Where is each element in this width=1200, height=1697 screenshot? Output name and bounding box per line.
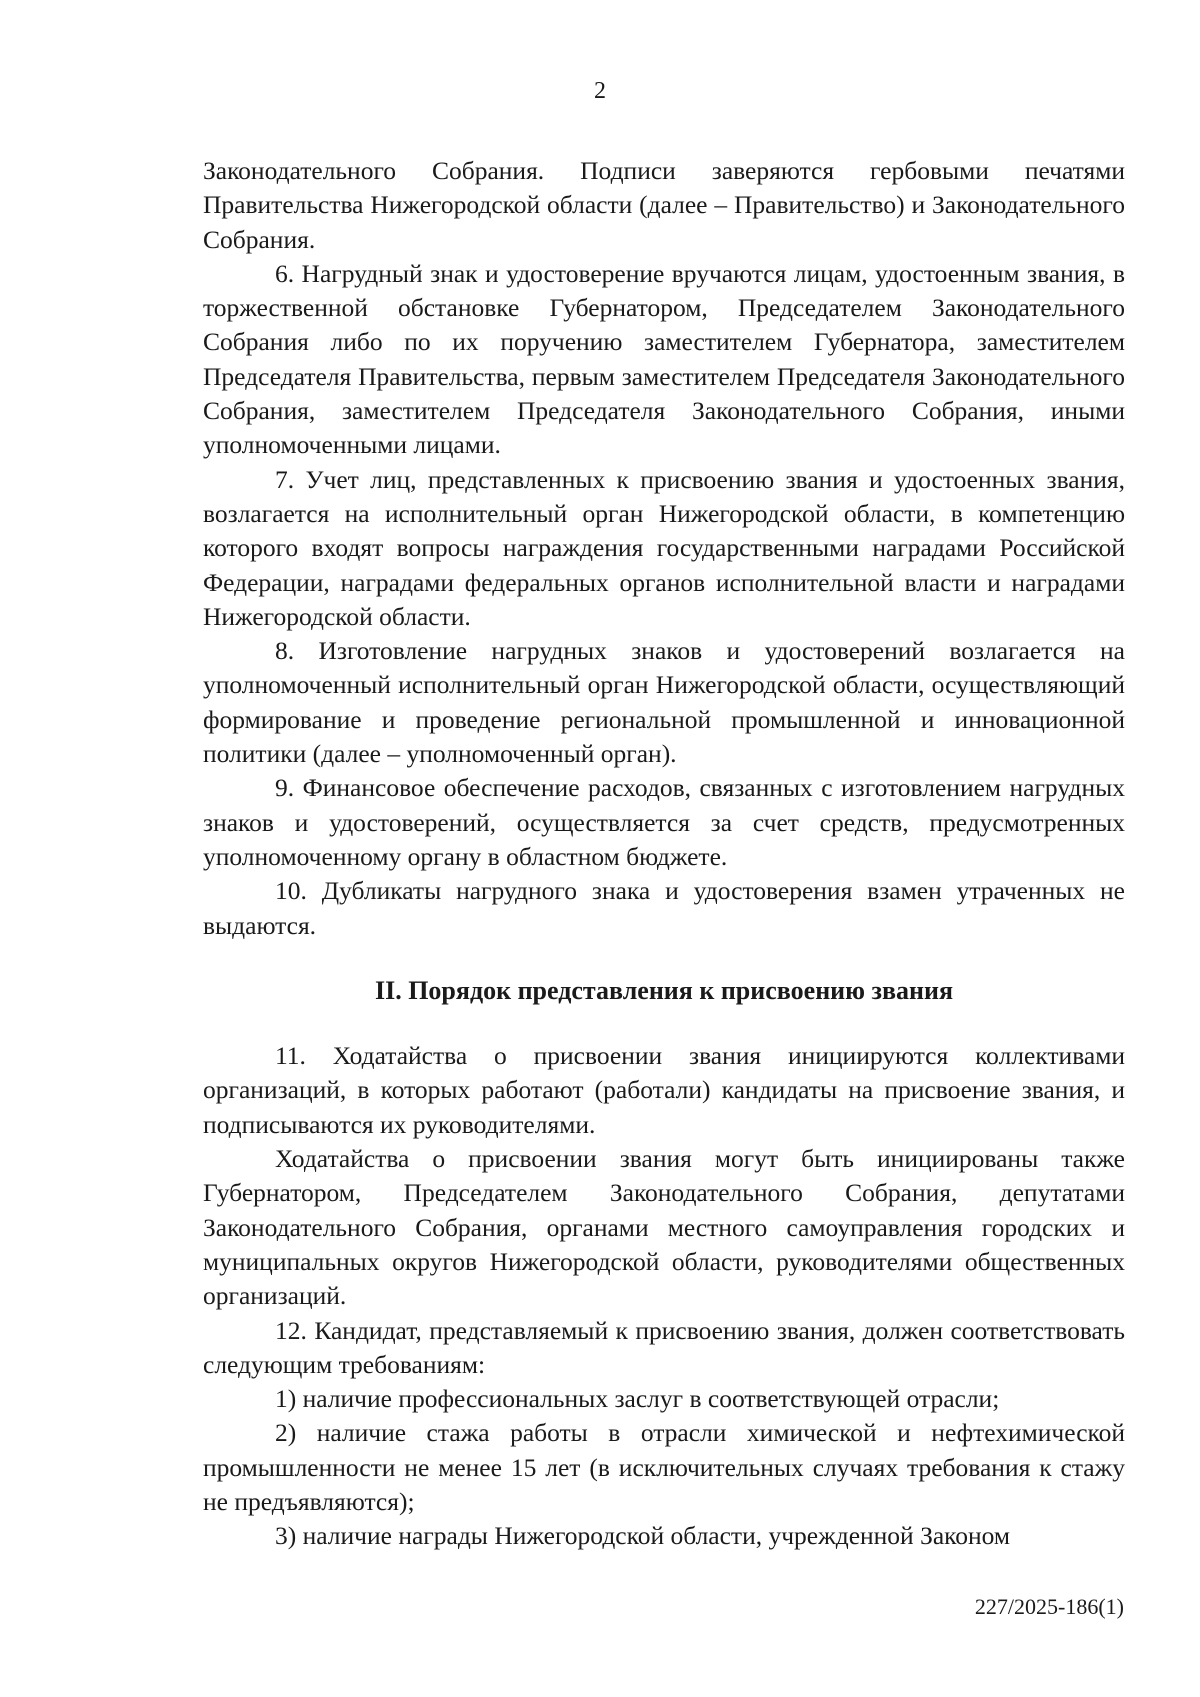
paragraph-9: 9. Финансовое обеспечение расходов, связанных с изготовлением нагрудных знаков и удостоверений, осуществляется за счет средств, предусмотренных уполномоченному органу в областном бюджете.	[203, 773, 1125, 871]
paragraph-continuation: Законодательного Собрания. Подписи заверяются гербовыми печатями Правительства Нижегородской области (далее – Правительство) и Законодательного Собрания.	[203, 156, 1125, 254]
paragraph-12: 12. Кандидат, представляемый к присвоению звания, должен соответствовать следующим требованиям:	[203, 1315, 1125, 1379]
requirement-3: 3) наличие награды Нижегородской области, учрежденной Законом	[275, 1521, 1011, 1551]
paragraph-8: 8. Изготовление нагрудных знаков и удостоверений возлагается на уполномоченный исполнительный орган Нижегородской области, осуществляющий формирование и проведение региональной промышленной и инновационной политики (далее – уполномоченный орган).	[203, 636, 1125, 769]
requirement-1: 1) наличие профессиональных заслуг в соответствующей отрасли;	[275, 1384, 1000, 1414]
paragraph-7: 7. Учет лиц, представленных к присвоению звания и удостоенных звания, возлагается на исполнительный орган Нижегородской области, в компетенцию которого входят вопросы награждения государственными наградами Российской Федерации, наградами федеральных органов исполнительной власти и наградами Нижегородской области.	[203, 464, 1125, 631]
document-code: 227/2025-186(1)	[974, 1594, 1124, 1619]
paragraph-11-second: Ходатайства о присвоении звания могут быть инициированы также Губернатором, Председателем Законодательного Собрания, депутатами Законодательного Собрания, органами местного самоуправления городских и муниципальных округов Нижегородской области, руководителями общественных организаций.	[203, 1144, 1125, 1311]
paragraph-11: 11. Ходатайства о присвоении звания инициируются коллективами организаций, в которых работают (работали) кандидаты на присвоение звания, и подписываются их руководителями.	[203, 1041, 1125, 1139]
page-number: 2	[594, 78, 606, 104]
section-heading: II. Порядок представления к присвоению звания	[374, 975, 954, 1005]
paragraph-10: 10. Дубликаты нагрудного знака и удостоверения взамен утраченных не выдаются.	[203, 876, 1125, 940]
requirement-2: 2) наличие стажа работы в отрасли химической и нефтехимической промышленности не менее 15 лет (в исключительных случаях требования к стажу не предъявляются);	[203, 1418, 1125, 1516]
document-body	[203, 154, 1125, 1554]
paragraph-6: 6. Нагрудный знак и удостоверение вручаются лицам, удостоенным звания, в торжественной обстановке Губернатором, Председателем Законодательного Собрания либо по их поручению заместителем Губернатора, заместителем Председателя Правительства, первым заместителем Председателя Законодательного Собрания, заместителем Председателя Законодательного Собрания, иными уполномоченными лицами.	[203, 258, 1125, 460]
